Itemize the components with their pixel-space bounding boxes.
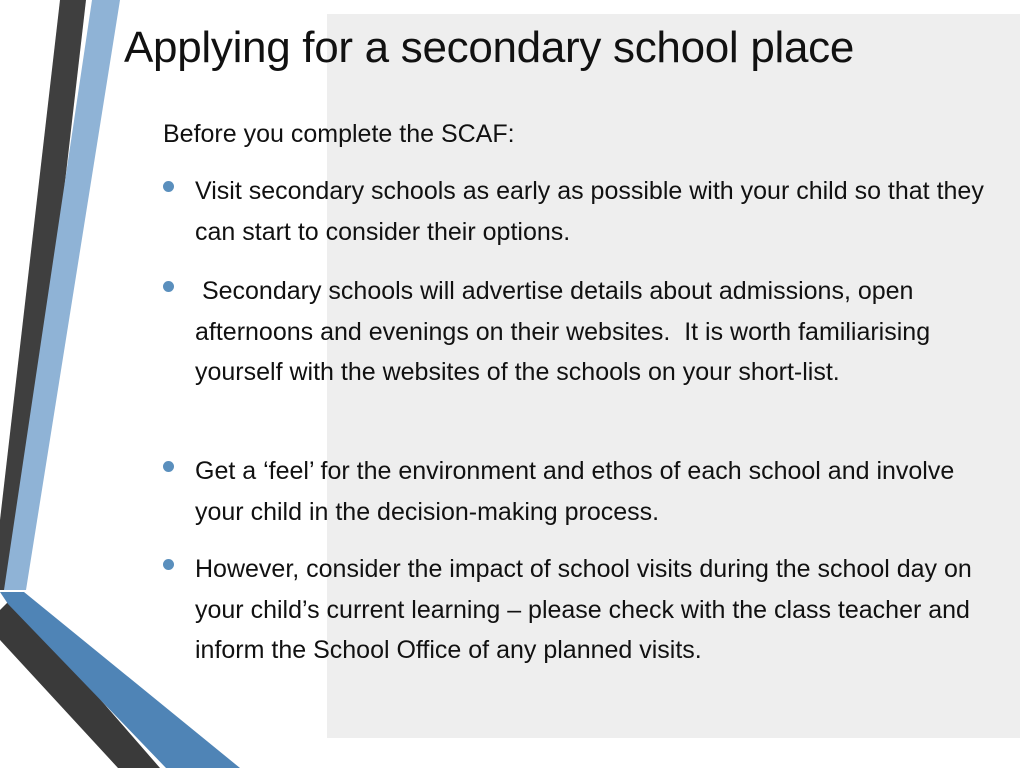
bullet-item (163, 171, 993, 252)
bullet-dot-icon (163, 181, 174, 192)
intro-text: Before you complete the SCAF: (163, 120, 515, 148)
bullet-text: Get a ‘feel’ for the environment and ethos of each school and involve your child in the decision-making process. (195, 457, 955, 526)
bullet-text: Visit secondary schools as early as possible with your child so that they can start to consider their options. (195, 177, 984, 246)
bullet-dot-icon (163, 461, 174, 472)
bullet-dot-icon (163, 559, 174, 570)
bullet-text: However, consider the impact of school visits during the school day on your child’s current learning – please check with the class teacher and inform the School Office of any planned visits. (195, 555, 972, 664)
bullet-dot-icon (163, 281, 174, 292)
dark-vertical-stripe (0, 0, 86, 590)
dark-diagonal-stripe (0, 598, 160, 768)
bullet-item (163, 451, 993, 532)
bullet-item (163, 549, 993, 671)
bullet-text: Secondary schools will advertise details about admissions, open afternoons and evenings on their websites. It is worth familiarising yourself with the websites of the schools on your short-list. (195, 277, 938, 386)
bullet-item (163, 271, 993, 393)
page-title: Applying for a secondary school place (124, 23, 855, 72)
